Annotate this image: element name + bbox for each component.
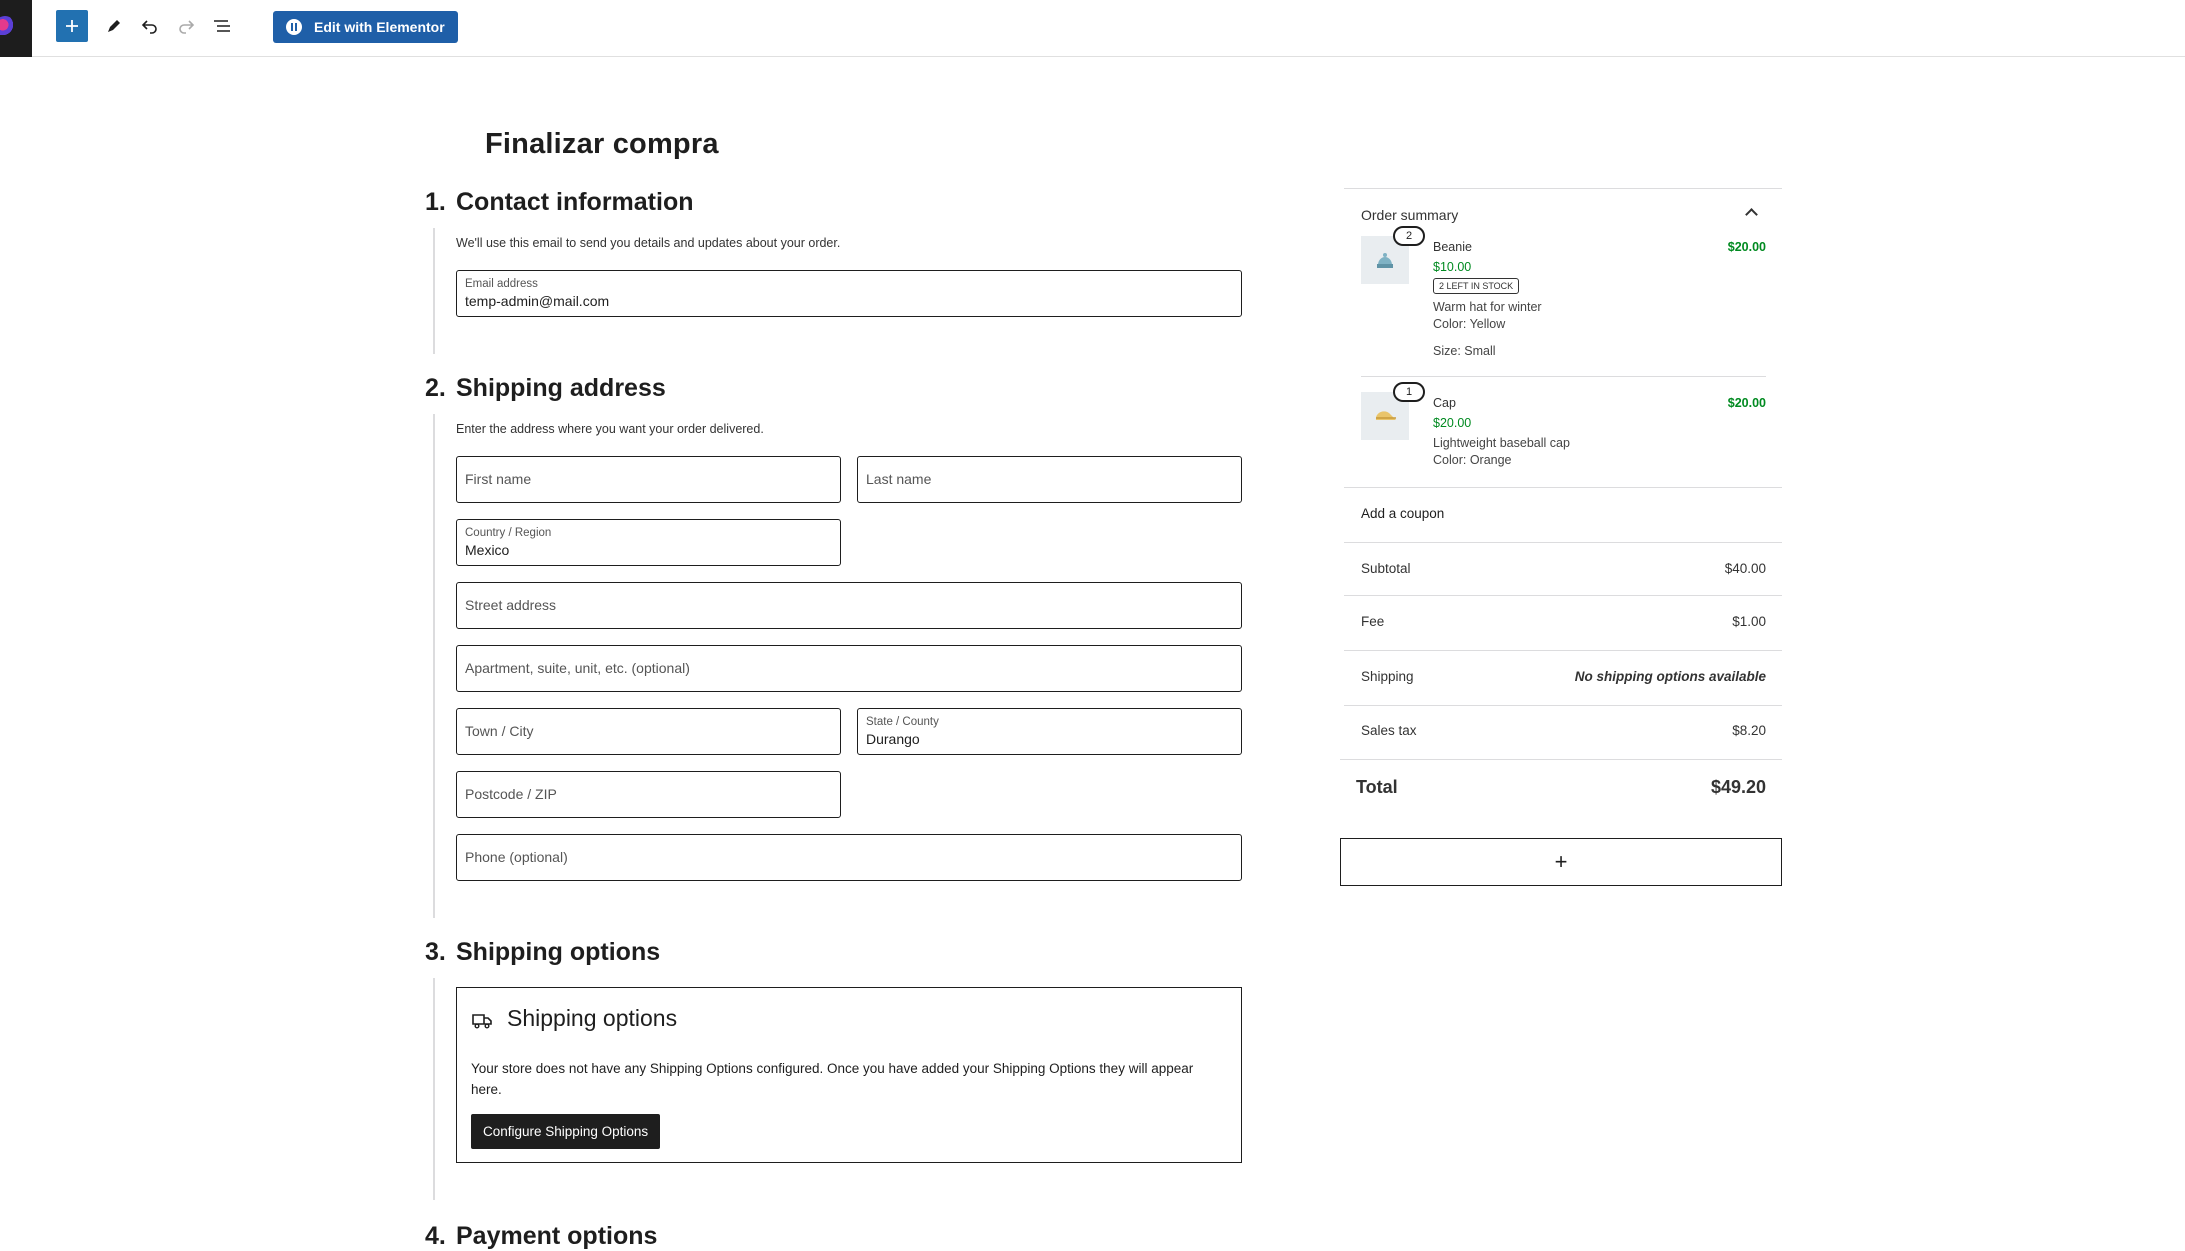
item-name: Cap [1433, 396, 1456, 410]
street-address-placeholder: Street address [465, 597, 557, 613]
total-value: $49.20 [1710, 777, 1766, 797]
add-coupon-link[interactable]: Add a coupon [1361, 506, 1445, 521]
subtotal-row [1361, 561, 1766, 576]
total-label: Total [1356, 777, 1398, 797]
step-divider [433, 414, 435, 918]
shipping-address-step-heading [425, 374, 666, 403]
shipping-label: Shipping [1361, 669, 1414, 684]
apartment-placeholder: Apartment, suite, unit, etc. (optional) [465, 660, 690, 676]
editor-toolbar [0, 0, 2185, 57]
sales-tax-label: Sales tax [1361, 723, 1417, 738]
step-number: 3. [425, 938, 446, 966]
step-divider [433, 978, 435, 1200]
item-size: Size: Small [1433, 344, 1496, 358]
item-price: $20.00 [1433, 416, 1472, 430]
pencil-icon [105, 17, 123, 35]
item-description: Lightweight baseball cap [1433, 436, 1570, 450]
first-name-placeholder: First name [465, 471, 532, 487]
edit-with-elementor-label: Edit with Elementor [314, 19, 445, 35]
page-title[interactable]: Finalizar compra [485, 128, 719, 160]
last-name-field[interactable] [857, 456, 1242, 503]
contact-description: We'll use this email to send you details and updates about your order. [456, 236, 841, 250]
quantity-badge: 1 [1393, 382, 1425, 402]
divider [1344, 542, 1782, 543]
redo-button[interactable] [170, 10, 202, 42]
phone-placeholder: Phone (optional) [465, 849, 568, 865]
document-overview-button[interactable] [206, 10, 238, 42]
divider [1344, 188, 1782, 189]
divider [1344, 705, 1782, 706]
step-number: 1. [425, 188, 446, 216]
add-block-button[interactable] [56, 10, 88, 42]
list-item [1361, 230, 1766, 358]
truck-icon [472, 1013, 492, 1029]
elementor-icon [286, 19, 302, 35]
total-row [1356, 777, 1766, 798]
fee-label: Fee [1361, 614, 1385, 629]
site-logo[interactable] [0, 0, 32, 57]
shipping-address-description: Enter the address where you want your order delivered. [456, 422, 764, 436]
subtotal-value: $40.00 [1724, 561, 1766, 576]
add-block-appender[interactable]: + [1340, 838, 1782, 886]
shipping-options-step-heading [425, 938, 660, 967]
undo-button[interactable] [134, 10, 166, 42]
shipping-box-title: Shipping options [507, 1005, 678, 1031]
edit-with-elementor-button[interactable] [273, 11, 458, 43]
cap-icon [1372, 406, 1398, 426]
country-value: Mexico [465, 542, 510, 558]
state-select[interactable] [857, 708, 1242, 755]
postcode-field[interactable] [456, 771, 841, 818]
item-price: $10.00 [1433, 260, 1472, 274]
divider [1344, 650, 1782, 651]
item-description: Warm hat for winter [1433, 300, 1542, 314]
list-item [1361, 386, 1766, 472]
first-name-field[interactable] [456, 456, 841, 503]
item-name: Beanie [1433, 240, 1472, 254]
divider [1344, 595, 1782, 596]
state-value: Durango [866, 731, 920, 747]
fee-value: $1.00 [1732, 614, 1766, 629]
item-total: $20.00 [1727, 396, 1766, 410]
step-number: 4. [425, 1222, 446, 1250]
postcode-placeholder: Postcode / ZIP [465, 786, 557, 802]
fee-row [1361, 614, 1766, 629]
shipping-options-placeholder [456, 987, 1242, 1163]
city-field[interactable] [456, 708, 841, 755]
tools-button[interactable] [98, 10, 130, 42]
apartment-field[interactable] [456, 645, 1242, 692]
email-field[interactable] [456, 270, 1242, 317]
undo-icon [141, 17, 159, 35]
shipping-value: No shipping options available [1574, 669, 1766, 684]
stock-badge: 2 LEFT IN STOCK [1433, 278, 1519, 294]
phone-field[interactable] [456, 834, 1242, 881]
step-divider [433, 228, 435, 354]
step-number: 2. [425, 374, 446, 402]
sales-tax-value: $8.20 [1732, 723, 1766, 738]
email-value: temp-admin@mail.com [465, 293, 610, 309]
subtotal-label: Subtotal [1361, 561, 1411, 576]
item-total: $20.00 [1727, 240, 1766, 254]
order-summary-title[interactable]: Order summary [1361, 207, 1459, 223]
step-title: Shipping options [456, 938, 661, 966]
step-title: Contact information [456, 188, 694, 216]
redo-icon [177, 17, 195, 35]
list-view-icon [212, 17, 232, 35]
contact-step-heading [425, 188, 694, 217]
item-color: Color: Orange [1433, 453, 1512, 467]
divider [1340, 759, 1782, 760]
chevron-up-icon[interactable] [1745, 208, 1758, 221]
payment-step-heading [425, 1222, 657, 1251]
last-name-placeholder: Last name [866, 471, 932, 487]
plus-icon [64, 18, 80, 34]
country-label: Country / Region [465, 527, 552, 539]
state-label: State / County [866, 716, 939, 728]
step-title: Payment options [456, 1222, 658, 1250]
shipping-box-text: Your store does not have any Shipping Options configured. Once you have added your Shipping Options they will appear here. [471, 1061, 1194, 1097]
item-color: Color: Yellow [1433, 317, 1506, 331]
quantity-badge: 2 [1393, 226, 1425, 246]
step-title: Shipping address [456, 374, 666, 402]
street-address-field[interactable] [456, 582, 1242, 629]
country-select[interactable] [456, 519, 841, 566]
beanie-icon [1374, 249, 1396, 271]
divider [1344, 487, 1782, 488]
city-placeholder: Town / City [465, 723, 534, 739]
sales-tax-row [1361, 723, 1766, 738]
configure-shipping-button[interactable]: Configure Shipping Options [471, 1114, 660, 1149]
divider [1361, 376, 1766, 377]
shipping-row [1361, 669, 1766, 684]
email-label: Email address [465, 278, 538, 290]
